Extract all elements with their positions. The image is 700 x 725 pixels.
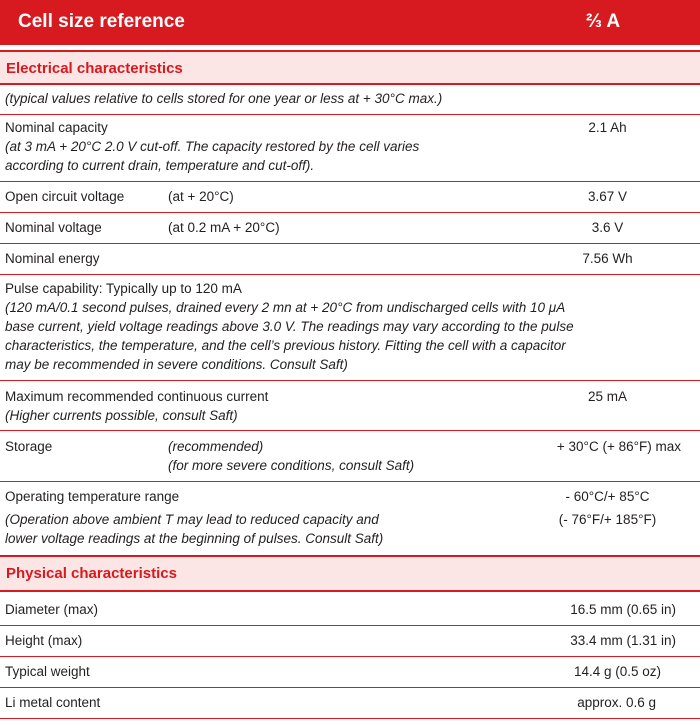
max-current-label: Maximum recommended continuous current — [5, 389, 269, 404]
cell-size-label: ⅔ A — [586, 11, 621, 32]
divider — [0, 243, 700, 244]
max-current-value: 25 mA — [587, 389, 628, 404]
nominal-voltage-condition: (at 0.2 mA + 20°C) — [168, 220, 280, 235]
weight-value: 14.4 g (0.5 oz) — [573, 664, 661, 679]
nominal-voltage-value: 3.6 V — [591, 220, 624, 235]
divider — [0, 274, 700, 275]
height-value: 33.4 mm (1.31 in) — [570, 633, 676, 648]
energy-label: Nominal energy — [5, 251, 100, 266]
title-bar — [0, 0, 700, 45]
section-heading: Electrical characteristics — [6, 60, 183, 77]
capacity-note: according to current drain, temperature and cut-off). — [5, 158, 315, 173]
storage-value: + 30°C (+ 86°F) max — [556, 439, 681, 454]
section-physical — [0, 555, 700, 592]
energy-value: 7.56 Wh — [582, 251, 633, 266]
divider — [0, 718, 700, 719]
capacity-note: (at 3 mA + 20°C 2.0 V cut-off. The capacity restored by the cell varies — [5, 139, 420, 154]
divider — [0, 625, 700, 626]
divider — [0, 114, 700, 115]
typical-values-note: (typical values relative to cells stored for one year or less at + 30°C max.) — [5, 91, 443, 106]
capacity-label: Nominal capacity — [5, 120, 108, 135]
nominal-voltage-label: Nominal voltage — [5, 220, 102, 235]
max-current-note: (Higher currents possible, consult Saft) — [5, 408, 238, 423]
li-content-label: Li metal content — [5, 695, 101, 710]
pulse-note: (120 mA/0.1 second pulses, drained every 2 mn at + 20°C from undischarged cells with 10 μA — [5, 300, 566, 315]
pulse-note: may be recommended in severe conditions. Consult Saft) — [5, 357, 348, 372]
pulse-note: characteristics, the temperature, and the cell’s previous history. Fitting the cell with a capacitor — [5, 338, 566, 353]
op-temp-note: (Operation above ambient T may lead to reduced capacity and — [5, 512, 379, 527]
section-heading: Physical characteristics — [6, 565, 177, 582]
page-title: Cell size reference — [18, 11, 185, 32]
section-electrical — [0, 50, 700, 85]
op-temp-value: (- 76°F/+ 185°F) — [558, 512, 657, 527]
storage-label: Storage — [5, 439, 53, 454]
divider — [0, 481, 700, 482]
li-content-value: approx. 0.6 g — [577, 695, 656, 710]
divider — [0, 181, 700, 182]
pulse-label: Pulse capability: Typically up to 120 mA — [5, 281, 242, 296]
pulse-note: base current, yield voltage readings above 3.0 V. The readings may vary according to the pulse — [5, 319, 574, 334]
storage-condition: (recommended) — [168, 439, 264, 454]
weight-label: Typical weight — [5, 664, 90, 679]
divider — [0, 656, 700, 657]
op-temp-label: Operating temperature range — [5, 489, 180, 504]
storage-condition: (for more severe conditions, consult Saft) — [168, 458, 415, 473]
divider — [0, 687, 700, 688]
divider — [0, 212, 700, 213]
divider — [0, 430, 700, 431]
ocv-condition: (at + 20°C) — [168, 189, 234, 204]
ocv-label: Open circuit voltage — [5, 189, 125, 204]
ocv-value: 3.67 V — [587, 189, 628, 204]
diameter-label: Diameter (max) — [5, 602, 99, 617]
diameter-value: 16.5 mm (0.65 in) — [570, 602, 676, 617]
height-label: Height (max) — [5, 633, 83, 648]
op-temp-value: - 60°C/+ 85°C — [565, 489, 650, 504]
divider — [0, 380, 700, 381]
capacity-value: 2.1 Ah — [588, 120, 627, 135]
op-temp-note: lower voltage readings at the beginning of pulses. Consult Saft) — [5, 531, 384, 546]
